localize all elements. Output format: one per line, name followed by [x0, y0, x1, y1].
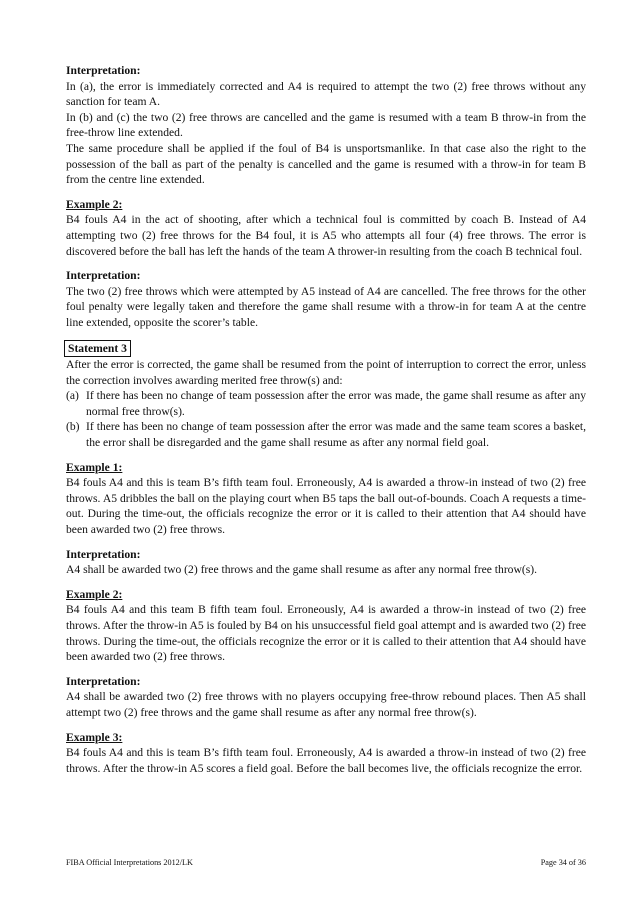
interpretation-block [66, 268, 586, 330]
section-heading: Interpretation: [66, 64, 141, 77]
interpretation-block [66, 63, 586, 188]
list-item [66, 419, 586, 450]
example-block [66, 197, 586, 259]
paragraph: B4 fouls A4 and this team B fifth team foul. Erroneously, A4 is awarded a throw-in instead of two (2) free throws. After the throw-in A5 is fouled by B4 on his unsuccessful field goal attempt and is awarded two (2) free throws. During the time-out, the officials recognize the error or it is called to their attention that A4 should have been awarded two (2) free throws. [66, 603, 586, 664]
page-footer [66, 858, 586, 868]
section-heading: Example 1: [66, 460, 123, 474]
section-heading: Interpretation: [66, 674, 141, 688]
interpretation-block [66, 674, 586, 721]
interpretation-block [66, 547, 586, 578]
paragraph: B4 fouls A4 and this is team B’s fifth team foul. Erroneously, A4 is awarded a throw-in instead of two (2) free throws. After the throw-in A5 scores a field goal. Before the ball becomes live, the officials recognize the error. [66, 746, 586, 775]
paragraph: B4 fouls A4 in the act of shooting, after which a technical foul is committed by coach B. Instead of A4 attempting two (2) free throws for the B4 foul, it is A5 who attempts all four (4) free throws. The error is discovered before the ball has left the hands of the team A thrower-in resulting from the coach B technical foul. [66, 213, 586, 258]
paragraph: B4 fouls A4 and this is team B’s fifth team foul. Erroneously, A4 is awarded a throw-in instead of two (2) free throws. A5 dribbles the ball on the playing court when B5 taps the ball out-of-bounds. Coach A requests a time-out. During the time-out, the officials recognize the error or it is called to their attention that A4 should have been awarded two (2) free throws. [66, 476, 586, 537]
paragraph: A4 shall be awarded two (2) free throws with no players occupying free-throw rebound places. Then A5 shall attempt two (2) free throws and the game shall resume as after any normal free throw(s). [66, 690, 586, 719]
document-page [66, 63, 586, 785]
footer-page-number: Page 34 of 36 [540, 858, 586, 867]
section-heading: Example 2: [66, 587, 123, 601]
footer-document-title: FIBA Official Interpretations 2012/LK [66, 858, 193, 867]
list-item-text: If there has been no change of team possession after the error was made, the game shall resume as after any normal free throw(s). [86, 389, 586, 418]
example-block [66, 730, 586, 777]
statement-intro: After the error is corrected, the game shall be resumed from the point of interruption to correct the error, unless the correction involves awarding merited free throw(s) and: [66, 358, 586, 387]
list-item-label: (a) [66, 389, 79, 403]
section-heading: Example 2: [66, 197, 123, 211]
list-item-label: (b) [66, 420, 80, 434]
list-item [66, 388, 586, 419]
example-block [66, 460, 586, 538]
example-block [66, 587, 586, 665]
paragraph: The same procedure shall be applied if the foul of B4 is unsportsmanlike. In that case also the right to the possession of the ball as part of the penalty is cancelled and the game is resumed with a throw-in for team B from the centre line extended. [66, 141, 586, 187]
paragraph: In (a), the error is immediately corrected and A4 is required to attempt the two (2) free throws without any sanction for team A. [66, 79, 586, 109]
section-heading: Interpretation: [66, 547, 141, 561]
paragraph: The two (2) free throws which were attempted by A5 instead of A4 are cancelled. The free throws for the other foul penalty were legally taken and therefore the game shall resume with a throw-in for team A at the centre line extended, opposite the scorer’s table. [66, 284, 586, 329]
list-item-text: If there has been no change of team possession after the error was made and the same team scores a basket, the error shall be disregarded and the game shall resume as after any normal field goal. [86, 420, 586, 450]
statement-heading: Statement 3 [64, 340, 131, 358]
statement-block [66, 340, 586, 451]
paragraph: A4 shall be awarded two (2) free throws and the game shall resume as after any normal free throw(s). [66, 563, 537, 577]
paragraph: In (b) and (c) the two (2) free throws are cancelled and the game is resumed with a team B throw-in from the free-throw line extended. [66, 110, 586, 140]
section-heading: Interpretation: [66, 269, 141, 283]
section-heading: Example 3: [66, 730, 123, 744]
